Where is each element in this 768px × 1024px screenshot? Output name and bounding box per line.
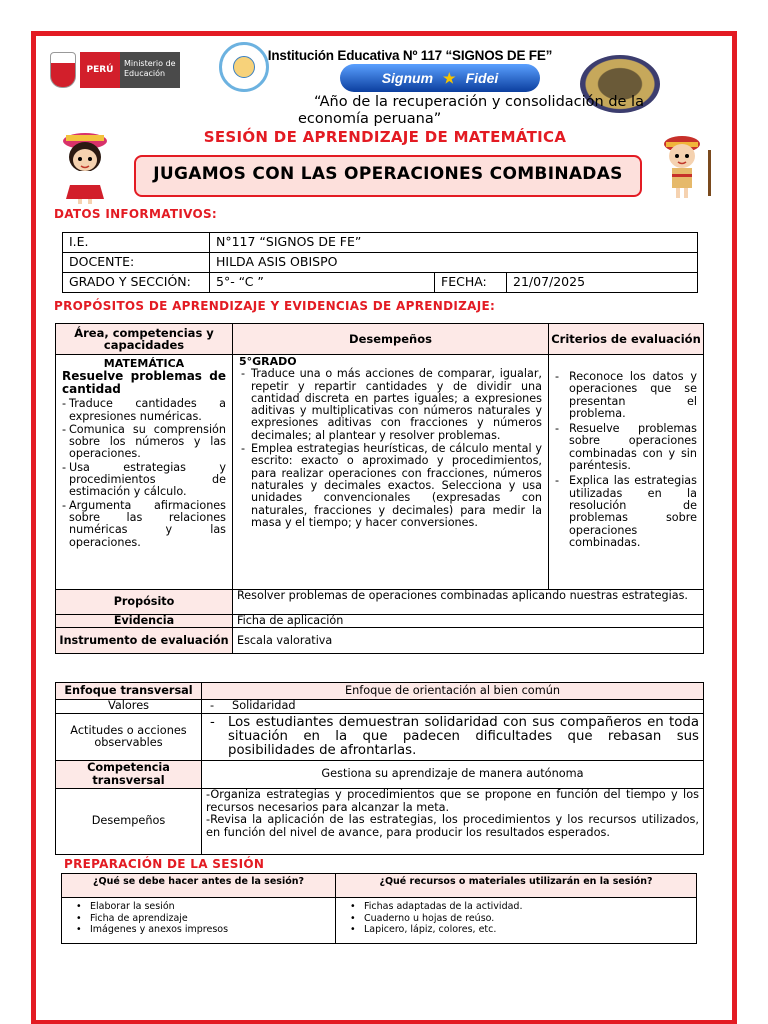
list-item: - Usa estrategias y procedimientos de estimación y cálculo.	[62, 462, 226, 499]
ministry-logo	[50, 48, 182, 92]
session-topic: JUGAMOS CON LAS OPERACIONES COMBINADAS	[134, 155, 642, 197]
year-motto	[298, 94, 688, 128]
propositos-title: PROPÓSITOS DE APRENDIZAJE Y EVIDENCIAS DE APRENDIZAJE:	[54, 299, 496, 313]
list-item: - Comunica su comprensión sobre los números y las operaciones.	[62, 424, 226, 461]
enfoque-desempeno-1: -Organiza estrategias y procedimientos que se propone en función del tiempo y los recursos necesarios para alcanzar la meta.	[206, 788, 699, 814]
star-icon: ★	[443, 69, 456, 86]
competencia-transversal-label: Competencia transversal	[56, 761, 202, 789]
list-item: • Elaborar la sesión	[66, 901, 331, 913]
enfoque-table	[55, 682, 704, 855]
col-area-header: Área, competencias y capacidades	[56, 324, 233, 355]
table-row	[56, 355, 704, 590]
table-row	[56, 761, 704, 789]
table-header-row	[62, 874, 697, 898]
list-item: - Traduce cantidades a expresiones numéricas.	[62, 398, 226, 423]
capacidades-list	[62, 398, 226, 549]
motto-line-1: “Año de la recuperación y consolidación de la	[314, 94, 644, 110]
criterios-list	[555, 371, 697, 549]
session-title: SESIÓN DE APRENDIZAJE DE MATEMÁTICA	[203, 128, 567, 146]
list-item: - Traduce una o más acciones de comparar, igualar, repetir y repartir cantidades y de dividir una cantidad discreta en partes iguales; a expresiones aditivas y multiplicativas con números naturales y expresiones aditivas con fracciones y números decimales; al plantear y resolver problemas.	[239, 368, 542, 442]
actitudes-value: - Los estudiantes demuestran solidaridad con sus compañeros en toda situación en la que padecen dificultades que rebasan sus posibilidades de afrontarlas.	[202, 714, 704, 761]
evidencia-value: Ficha de aplicación	[233, 615, 704, 628]
fecha-value: 21/07/2025	[507, 273, 698, 293]
motto-line-2: economía peruana”	[298, 111, 442, 127]
list-item: • Fichas adaptadas de la actividad.	[340, 901, 692, 913]
list-item: • Cuaderno u hojas de reúso.	[340, 913, 692, 925]
signum-fidei-logo	[340, 64, 540, 92]
table-header-row	[56, 324, 704, 355]
enfoque-label: Enfoque transversal	[56, 683, 202, 700]
area-cell	[56, 355, 233, 590]
col-antes-header: ¿Qué se debe hacer antes de la sesión?	[62, 874, 336, 898]
signum-right: Fidei	[465, 70, 499, 86]
list-item: - Emplea estrategias heurísticas, de cálculo mental y escrito: exacto o aproximado y procedimientos, para realizar operaciones con fracciones, números naturales y decimales exactos. Selecciona y usa unidades convencionales (expresadas con naturales, fracciones y decimales) para medir la masa y el tiempo; y hacer conversiones.	[239, 443, 542, 529]
ie-value: N°117 “SIGNOS DE FE”	[210, 233, 698, 253]
datos-table	[62, 232, 698, 293]
peru-label: PERÚ	[80, 52, 120, 88]
table-row	[56, 628, 704, 654]
competencia-transversal-value: Gestiona su aprendizaje de manera autónoma	[202, 761, 704, 789]
recursos-cell	[336, 898, 697, 944]
table-row	[63, 233, 698, 253]
docente-label: DOCENTE:	[63, 253, 210, 273]
grado-label: GRADO Y SECCIÓN:	[63, 273, 210, 293]
preparacion-table	[61, 873, 697, 944]
competencia-name: Resuelve problemas de cantidad	[62, 369, 226, 397]
desempenos-cell	[233, 355, 549, 590]
proposito-value: Resolver problemas de operaciones combinadas aplicando nuestras estrategias.	[233, 590, 704, 615]
signum-left: Signum	[381, 70, 434, 86]
table-row	[56, 590, 704, 615]
enfoque-desempeno-2: -Revisa la aplicación de las estrategias, los procedimientos y los recursos utilizados, en función del nivel de avance, para producir los resultados esperados.	[206, 813, 699, 839]
list-item: • Lapicero, lápiz, colores, etc.	[340, 924, 692, 936]
proposito-label: Propósito	[56, 590, 233, 615]
institution-name: Institución Educativa Nº 117 “SIGNOS DE FE”	[267, 48, 553, 63]
table-row	[62, 898, 697, 944]
evidencia-label: Evidencia	[56, 615, 233, 628]
ie-label: I.E.	[63, 233, 210, 253]
instrumento-label: Instrumento de evaluación	[56, 628, 233, 654]
list-item: - Resuelve problemas sobre operaciones combinadas con y sin paréntesis.	[555, 423, 697, 472]
table-row	[56, 789, 704, 855]
grado-value: 5°- “C ”	[210, 273, 435, 293]
propositos-table	[55, 323, 704, 654]
list-item: - Argumenta afirmaciones sobre las relaciones numéricas y las operaciones.	[62, 500, 226, 549]
table-row	[63, 253, 698, 273]
enfoque-value: Enfoque de orientación al bien común	[202, 683, 704, 700]
table-row	[56, 700, 704, 714]
preparacion-title: PREPARACIÓN DE LA SESIÓN	[64, 857, 265, 871]
list-item: - Reconoce los datos y operaciones que se presentan el problema.	[555, 371, 697, 420]
instrumento-value: Escala valorativa	[233, 628, 704, 654]
valores-value: - Solidaridad	[202, 700, 704, 714]
girl-illustration-icon	[46, 127, 124, 205]
col-desempenos-header: Desempeños	[233, 324, 549, 355]
enfoque-desempenos-label: Desempeños	[56, 789, 202, 855]
table-header-row	[56, 683, 704, 700]
criterios-cell	[549, 355, 704, 590]
docente-value: HILDA ASIS OBISPO	[210, 253, 698, 273]
valores-label: Valores	[56, 700, 202, 714]
boy-illustration-icon	[650, 130, 720, 200]
ministry-label: Ministerio de Educación	[120, 52, 180, 88]
antes-list	[66, 901, 331, 936]
recursos-list	[340, 901, 692, 936]
list-item: • Ficha de aprendizaje	[66, 913, 331, 925]
col-criterios-header: Criterios de evaluación	[549, 324, 704, 355]
actitudes-label: Actitudes o acciones observables	[56, 714, 202, 761]
enfoque-desempenos-cell	[202, 789, 704, 855]
list-item: - Explica las estrategias utilizadas en la resolución de problemas sobre operaciones combinadas.	[555, 475, 697, 549]
table-row	[63, 273, 698, 293]
grado-label: 5°GRADO	[239, 355, 297, 368]
list-item: • Imágenes y anexos impresos	[66, 924, 331, 936]
datos-title: DATOS INFORMATIVOS:	[54, 207, 218, 221]
area-name: MATEMÁTICA	[103, 357, 185, 370]
desempenos-list	[239, 368, 542, 529]
table-row	[56, 714, 704, 761]
col-recursos-header: ¿Qué recursos o materiales utilizarán en la sesión?	[336, 874, 697, 898]
table-row	[56, 615, 704, 628]
peru-shield-icon	[50, 52, 76, 88]
antes-cell	[62, 898, 336, 944]
fecha-label: FECHA:	[435, 273, 507, 293]
